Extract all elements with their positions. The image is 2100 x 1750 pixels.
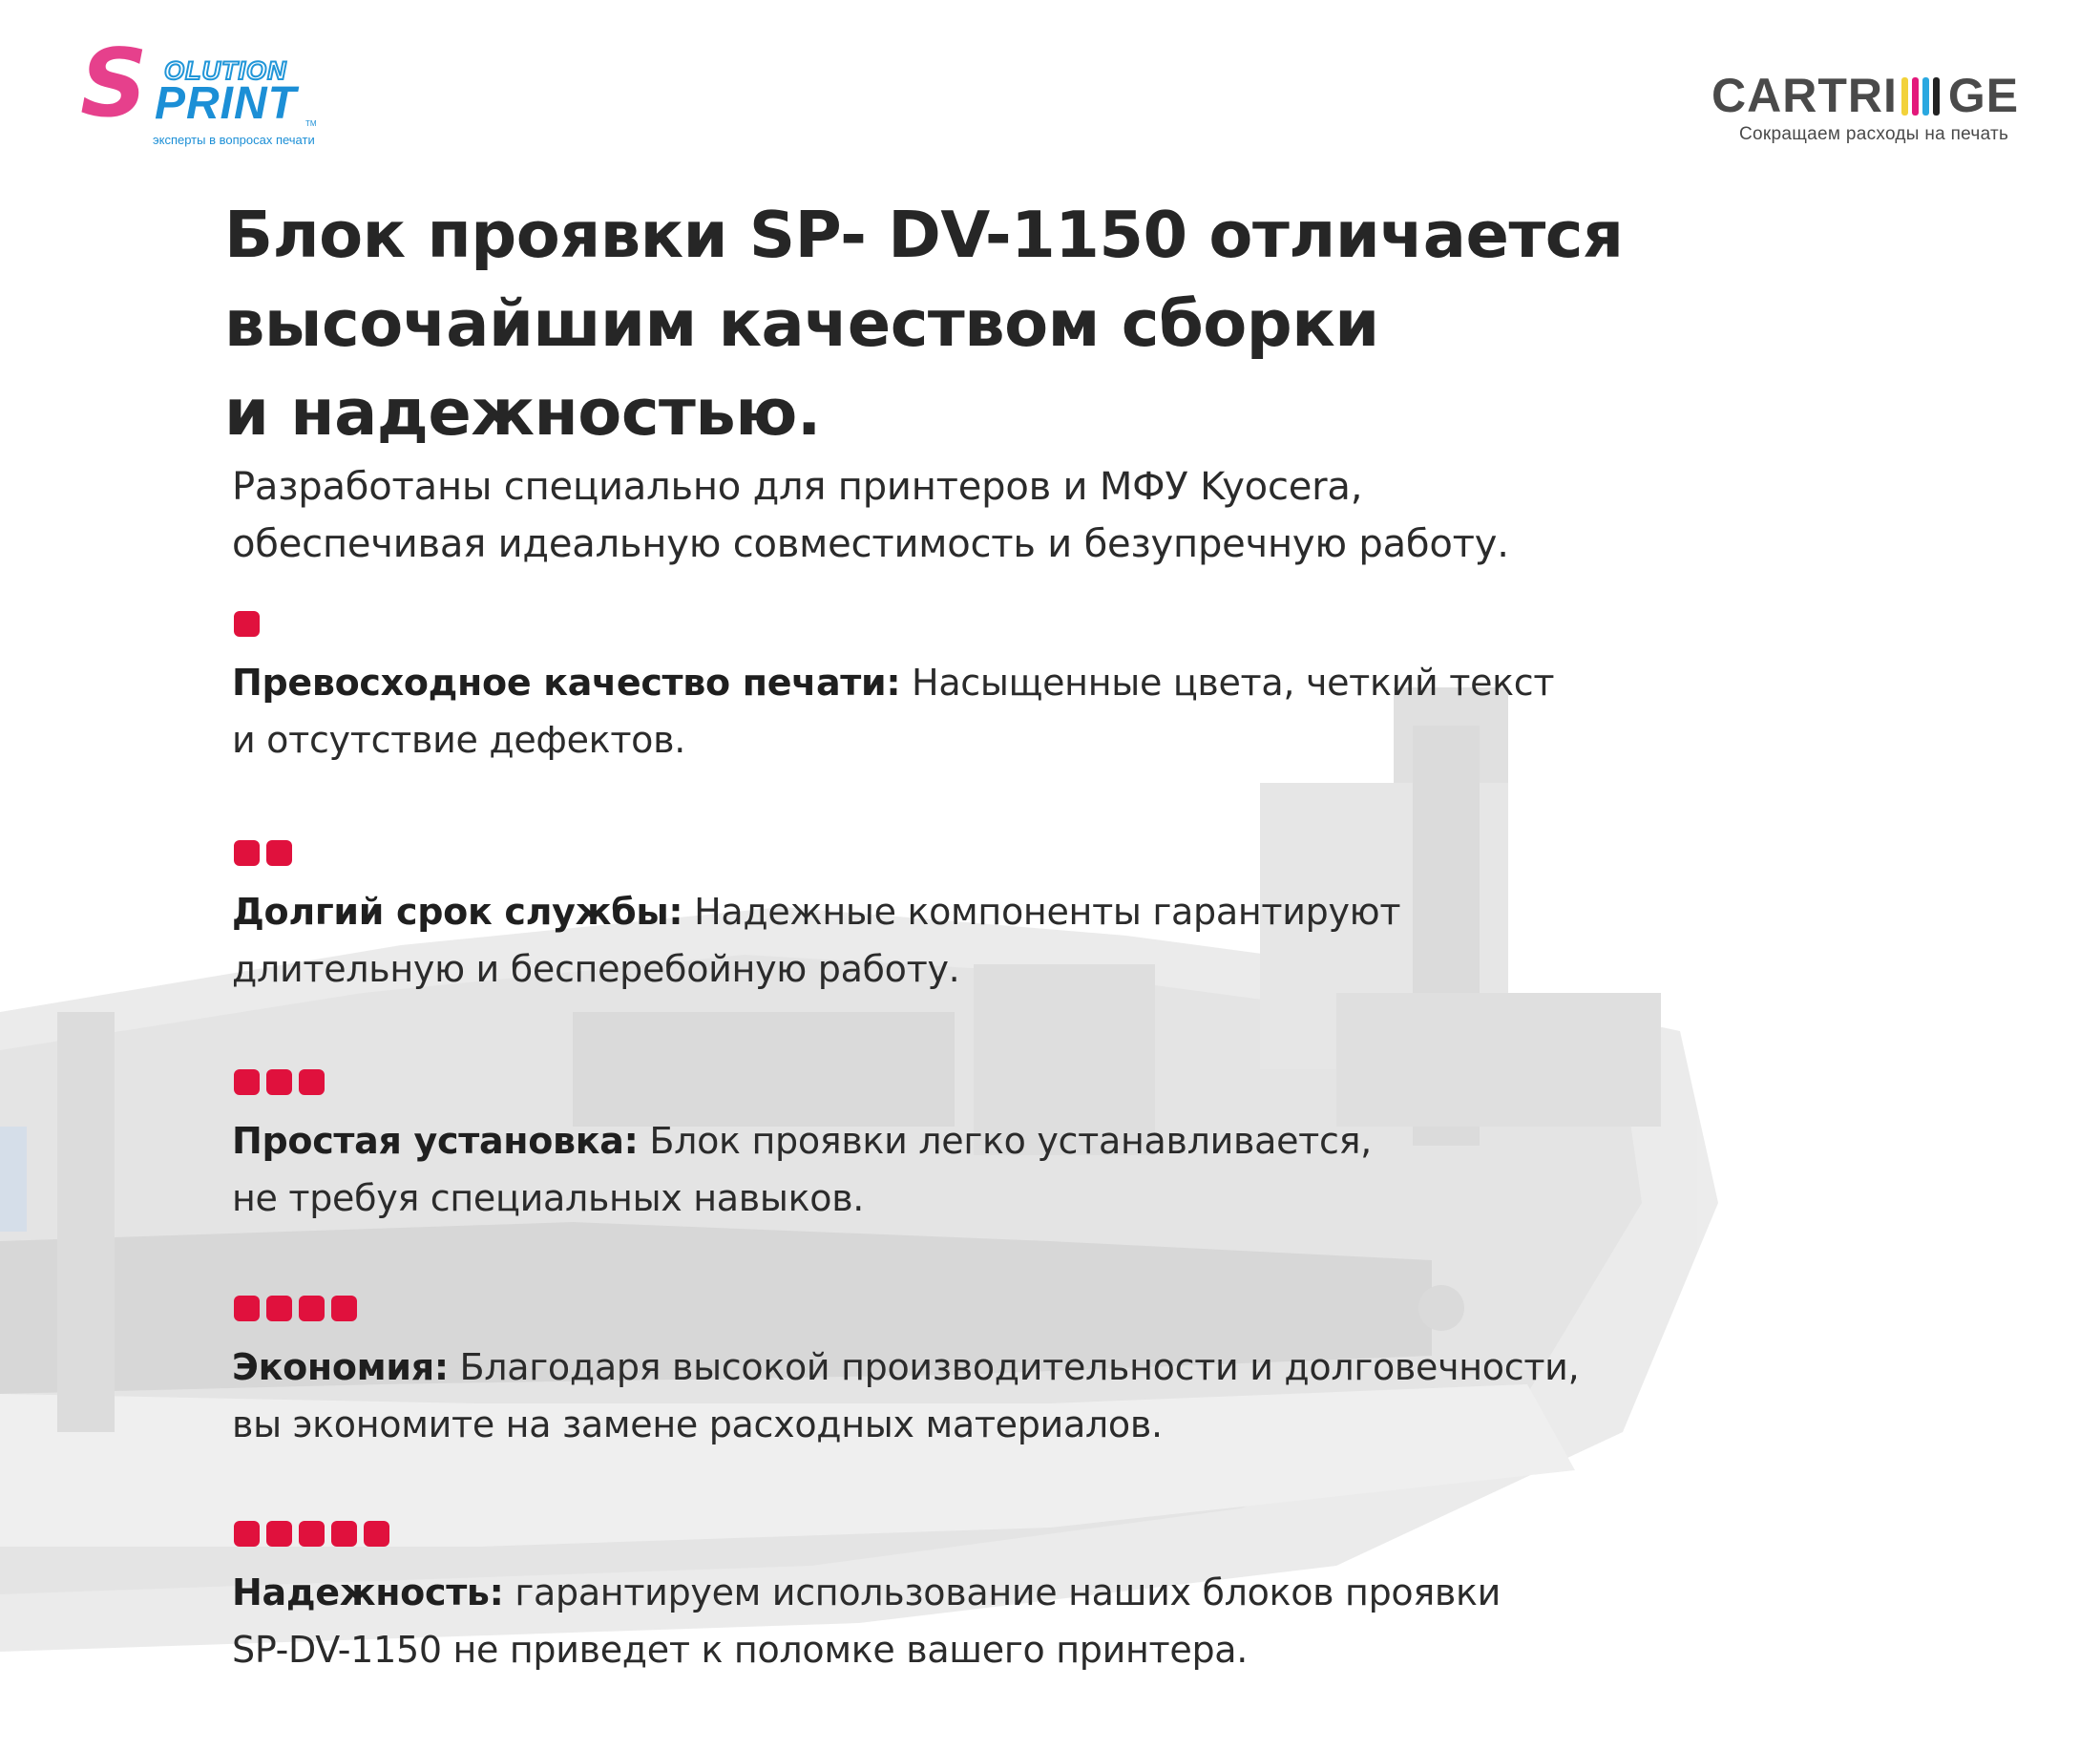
logo-s-letter: S (80, 30, 148, 138)
logo-trademark: TM (305, 119, 317, 128)
feature-line-1: гарантируем использование наших блоков проявки (503, 1571, 1502, 1613)
bullet-square-icon (299, 1069, 325, 1095)
color-bars-icon (1901, 75, 1943, 116)
logo-print-text: PRINT (155, 78, 297, 129)
intro-paragraph (232, 458, 1950, 573)
feature-text (232, 654, 1950, 769)
headline-line-3: и надежностью. (224, 375, 821, 450)
feature-text (232, 1339, 1950, 1453)
cartridge-wordmark (1712, 69, 2019, 122)
intro-line-2: обеспечивая идеальную совместимость и безупречную работу. (232, 522, 1509, 566)
feature-title: Простая установка: (232, 1120, 639, 1162)
wordmark-end: GE (1947, 69, 2020, 122)
feature-title: Превосходное качество печати: (232, 662, 901, 704)
headline-line-1: Блок проявки SP- DV-1150 отличается (224, 198, 1624, 272)
feature-line-1: Блок проявки легко устанавливается, (638, 1120, 1372, 1162)
rank-bullets-4 (234, 1296, 1950, 1321)
bullet-square-icon (331, 1296, 357, 1321)
feature-economy (232, 1296, 1950, 1453)
rank-bullets-1 (234, 611, 1950, 637)
bullet-square-icon (266, 1069, 292, 1095)
feature-line-2: SP-DV-1150 не приведет к поломке вашего принтера. (232, 1629, 1249, 1671)
feature-title: Надежность: (232, 1571, 504, 1613)
feature-line-2: и отсутствие дефектов. (232, 719, 685, 761)
feature-service-life (232, 840, 1950, 998)
feature-line-2: длительную и бесперебойную работу. (232, 948, 960, 990)
feature-line-1: Насыщенные цвета, четкий текст (900, 662, 1555, 704)
rank-bullets-2 (234, 840, 1950, 866)
solution-sprint-logo (76, 30, 344, 153)
feature-easy-install (232, 1069, 1950, 1227)
bullet-square-icon (331, 1521, 357, 1547)
bullet-square-icon (299, 1521, 325, 1547)
bullet-square-icon (364, 1521, 389, 1547)
feature-text (232, 883, 1950, 998)
rank-bullets-5 (234, 1521, 1950, 1547)
feature-title: Экономия: (232, 1346, 449, 1388)
feature-print-quality (232, 611, 1950, 769)
feature-text (232, 1564, 1950, 1678)
feature-title: Долгий срок службы: (232, 891, 683, 933)
rank-bullets-3 (234, 1069, 1950, 1095)
bullet-square-icon (234, 840, 260, 866)
cartridge-slogan: Сокращаем расходы на печать (1739, 124, 2009, 144)
page-headline (224, 191, 1847, 457)
logo-olution-text: OLUTION (164, 56, 287, 85)
headline-line-2: высочайшим качеством сборки (224, 286, 1379, 361)
intro-line-1: Разработаны специально для принтеров и МФУ Kyocera, (232, 465, 1363, 509)
feature-text (232, 1112, 1950, 1227)
logo-tagline: эксперты в вопросах печати (153, 133, 315, 147)
feature-line-1: Благодаря высокой производительности и долговечности, (448, 1346, 1580, 1388)
bullet-square-icon (234, 1069, 260, 1095)
bullet-square-icon (234, 1296, 260, 1321)
feature-line-2: вы экономите на замене расходных материалов. (232, 1403, 1163, 1445)
bullet-square-icon (234, 1521, 260, 1547)
feature-reliability (232, 1521, 1950, 1678)
feature-line-2: не требуя специальных навыков. (232, 1177, 865, 1219)
cartridge-logo (1712, 55, 2036, 151)
wordmark-start: CARTRI (1712, 69, 1898, 122)
bullet-square-icon (234, 611, 260, 637)
feature-line-1: Надежные компоненты гарантируют (682, 891, 1401, 933)
bullet-square-icon (266, 840, 292, 866)
bullet-square-icon (299, 1296, 325, 1321)
bullet-square-icon (266, 1296, 292, 1321)
bullet-square-icon (266, 1521, 292, 1547)
